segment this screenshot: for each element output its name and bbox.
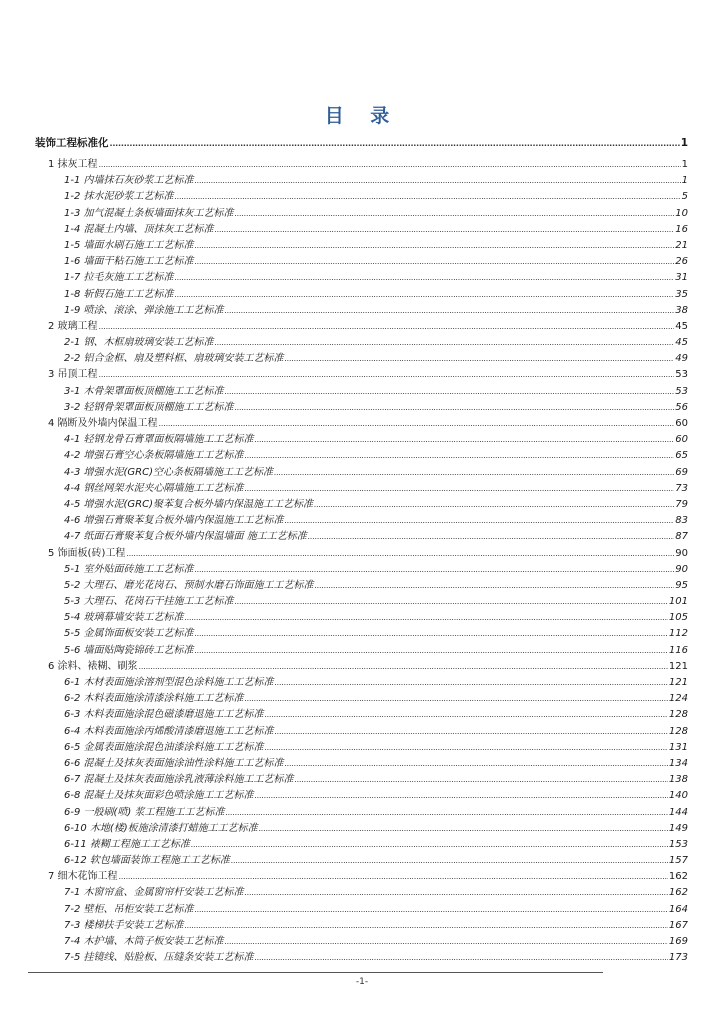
toc-section[interactable]: [0, 594, 724, 610]
toc-entry-page: 38: [675, 304, 688, 316]
toc-entry-page: 140: [668, 790, 688, 802]
toc-entry-page: 101: [668, 596, 688, 608]
toc-entry-title: 3-1 木骨架罩面板顶棚施工工艺标准: [64, 385, 224, 397]
dot-leader: [225, 303, 675, 319]
dot-leader: [231, 853, 668, 869]
toc-entry-title: 5 饰面板(砖)工程: [48, 547, 126, 559]
toc-entry-title: 1-9 喷涂、滚涂、弹涂施工工艺标准: [64, 304, 224, 316]
dot-leader: [99, 319, 675, 335]
toc-section[interactable]: [0, 400, 724, 416]
toc-entry-title: 1-3 加气混凝土条板墙面抹灰工艺标准: [64, 207, 234, 219]
page-number: -1-: [355, 977, 369, 987]
toc-section[interactable]: [0, 626, 724, 642]
toc-entry-title: 6 涂料、裱糊、刷浆: [48, 660, 138, 672]
toc-entry-page: 60: [675, 418, 688, 429]
toc-entry-title: 7-5 挂镜线、贴脸板、压缝条安装工艺标准: [64, 952, 254, 964]
dot-leader: [245, 691, 668, 707]
toc-section[interactable]: [0, 902, 724, 918]
toc-entry-title: 7 细木花饰工程: [48, 871, 118, 883]
toc-entry-page: 90: [675, 563, 688, 575]
toc-entry-page: 60: [675, 434, 688, 446]
dot-leader: [175, 189, 681, 205]
toc-entry-title: 4-1 轻钢龙骨石膏罩面板隔墙施工工艺标准: [64, 434, 254, 446]
toc-entry-page: 164: [668, 903, 688, 915]
toc-entry-title: 6-2 木料表面施涂清漆涂料施工工艺标准: [64, 693, 244, 705]
toc-section[interactable]: [0, 805, 724, 821]
toc-entry-page: 128: [668, 725, 688, 737]
dot-leader: [245, 885, 668, 901]
toc-section[interactable]: [0, 448, 724, 464]
toc-entry-title: 6-11 裱糊工程施工工艺标准: [64, 838, 190, 850]
toc-entry-page: 128: [668, 709, 688, 721]
toc-entry-page: 10: [675, 207, 688, 219]
toc-section[interactable]: [0, 513, 724, 529]
toc-section[interactable]: [0, 465, 724, 481]
toc-entry-title: 4 隔断及外墙内保温工程: [48, 418, 158, 429]
dot-leader: [195, 238, 675, 254]
toc-chapter[interactable]: [0, 319, 724, 335]
toc-chapter[interactable]: [0, 367, 724, 383]
toc-section[interactable]: [0, 918, 724, 934]
toc-chapter[interactable]: [0, 157, 724, 173]
toc-chapter[interactable]: [0, 546, 724, 562]
toc-section[interactable]: [0, 885, 724, 901]
toc-entry-page: 138: [668, 774, 688, 786]
toc-entry-page: 144: [668, 806, 688, 818]
dot-leader: [285, 351, 675, 367]
dot-leader: [195, 902, 668, 918]
dot-leader: [139, 659, 668, 675]
toc-section[interactable]: [0, 497, 724, 513]
dot-leader: [99, 157, 681, 173]
toc-entry-page: 1: [680, 137, 688, 149]
toc-entry-page: 35: [675, 288, 688, 300]
dot-leader: [195, 562, 675, 578]
toc-entry-title: 3 吊顶工程: [48, 369, 98, 381]
dot-leader: [191, 837, 668, 853]
toc-section[interactable]: [0, 287, 724, 303]
dot-leader: [285, 513, 675, 529]
toc-entry-page: 87: [675, 531, 688, 543]
dot-leader: [175, 287, 675, 303]
toc-entry-page: 31: [675, 272, 688, 284]
toc-entry-title: 6-6 混凝土及抹灰表面施涂油性涂料施工工艺标准: [64, 757, 284, 769]
toc-section[interactable]: [0, 643, 724, 659]
toc-section[interactable]: [0, 335, 724, 351]
table-of-contents: [0, 135, 724, 966]
dot-leader: [195, 254, 675, 270]
toc-section[interactable]: [0, 740, 724, 756]
toc-entry-title: 1-2 抹水泥砂浆工艺标准: [64, 191, 174, 203]
toc-section[interactable]: [0, 724, 724, 740]
toc-part[interactable]: [0, 135, 724, 157]
toc-entry-title: 6-9 一般刷(喷) 浆工程施工工艺标准: [64, 806, 225, 818]
toc-entry-page: 5: [681, 191, 688, 203]
toc-entry-page: 53: [675, 385, 688, 397]
toc-entry-page: 112: [668, 628, 688, 640]
toc-entry-title: 4-5 增强水泥(GRC)聚苯复合板外墙内保温施工工艺标准: [64, 498, 313, 510]
toc-section[interactable]: [0, 173, 724, 189]
toc-entry-page: 162: [668, 871, 688, 883]
dot-leader: [215, 335, 675, 351]
toc-entry-page: 79: [675, 498, 688, 510]
toc-entry-page: 16: [675, 223, 688, 235]
dot-leader: [315, 578, 675, 594]
dot-leader: [175, 270, 675, 286]
dot-leader: [226, 805, 668, 821]
dot-leader: [274, 465, 674, 481]
dot-leader: [265, 707, 668, 723]
toc-section[interactable]: [0, 432, 724, 448]
toc-section[interactable]: [0, 351, 724, 367]
toc-section[interactable]: [0, 675, 724, 691]
dot-leader: [195, 626, 668, 642]
dot-leader: [119, 869, 668, 885]
toc-entry-page: 124: [668, 693, 688, 705]
toc-entry-title: 2-2 铝合金框、扇及塑料框、扇玻璃安装工艺标准: [64, 353, 284, 365]
toc-section[interactable]: [0, 610, 724, 626]
toc-entry-page: 65: [675, 450, 688, 462]
toc-entry-title: 6-4 木料表面施涂丙烯酸清漆磨退施工工艺标准: [64, 725, 274, 737]
toc-section[interactable]: [0, 222, 724, 238]
toc-chapter[interactable]: [0, 869, 724, 885]
toc-entry-title: 5-2 大理石、磨光花岗石、预制水磨石饰面施工工艺标准: [64, 579, 314, 591]
toc-entry-page: 45: [675, 320, 688, 332]
toc-entry-title: 7-1 木窗帘盒、金属窗帘杆安装工艺标准: [64, 887, 244, 899]
toc-section[interactable]: [0, 562, 724, 578]
toc-section[interactable]: [0, 481, 724, 497]
toc-entry-page: 53: [675, 369, 688, 381]
dot-leader: [314, 497, 674, 513]
toc-section[interactable]: [0, 254, 724, 270]
toc-entry-title: 1-5 墙面水刷石施工工艺标准: [64, 239, 194, 251]
toc-entry-title: 3-2 轻钢骨架罩面板顶棚施工工艺标准: [64, 401, 234, 413]
toc-entry-title: 1-8 斩假石施工工艺标准: [64, 288, 174, 300]
dot-leader: [159, 416, 675, 432]
toc-entry-page: 1: [681, 159, 688, 170]
toc-entry-page: 45: [675, 337, 688, 349]
toc-entry-page: 134: [668, 757, 688, 769]
dot-leader: [225, 384, 675, 400]
toc-section[interactable]: [0, 206, 724, 222]
toc-entry-page: 73: [675, 482, 688, 494]
toc-section[interactable]: [0, 303, 724, 319]
dot-leader: [110, 135, 680, 152]
toc-entry-page: 121: [668, 677, 688, 688]
toc-entry-title: 1-1 内墙抹石灰砂浆工艺标准: [64, 175, 194, 187]
toc-entry-title: 4-7 纸面石膏聚苯复合板外墙内保温墙面 施工工艺标准: [64, 531, 307, 543]
toc-section[interactable]: [0, 934, 724, 950]
toc-section[interactable]: [0, 788, 724, 804]
dot-leader: [255, 432, 675, 448]
toc-entry-title: 4-3 增强水泥(GRC)空心条板隔墙施工工艺标准: [64, 466, 273, 478]
dot-leader: [99, 367, 675, 383]
dot-leader: [308, 529, 675, 545]
toc-section[interactable]: [0, 270, 724, 286]
toc-entry-page: 116: [668, 644, 688, 656]
toc-entry-title: 2 玻璃工程: [48, 320, 98, 332]
toc-section[interactable]: [0, 691, 724, 707]
toc-section[interactable]: [0, 189, 724, 205]
toc-entry-title: 1-6 墙面干粘石施工工艺标准: [64, 256, 194, 268]
toc-entry-title: 6-8 混凝土及抹灰面彩色喷涂施工工艺标准: [64, 790, 254, 802]
toc-entry-page: 26: [675, 256, 688, 268]
toc-entry-page: 153: [668, 838, 688, 850]
toc-entry-page: 90: [675, 547, 688, 559]
toc-section[interactable]: [0, 384, 724, 400]
toc-chapter[interactable]: [0, 416, 724, 432]
toc-entry-page: 21: [675, 239, 688, 251]
toc-entry-title: 6-10 木地(楼)板施涂清漆打蜡施工工艺标准: [64, 822, 258, 834]
footer-divider: [28, 972, 603, 973]
toc-section[interactable]: [0, 837, 724, 853]
toc-entry-title: 装饰工程标准化: [35, 137, 109, 149]
dot-leader: [185, 918, 668, 934]
toc-entry-page: 167: [668, 919, 688, 931]
dot-leader: [245, 448, 675, 464]
toc-entry-title: 6-5 金属表面施涂混色油漆涂料施工工艺标准: [64, 741, 264, 753]
toc-entry-page: 169: [668, 936, 688, 947]
toc-section[interactable]: [0, 578, 724, 594]
dot-leader: [126, 546, 674, 562]
toc-entry-title: 7-2 壁柜、吊柜安装工艺标准: [64, 903, 194, 915]
toc-chapter[interactable]: [0, 659, 724, 675]
toc-entry-title: 5-6 墙面贴陶瓷锦砖工艺标准: [64, 644, 194, 656]
toc-entry-page: 157: [668, 855, 688, 867]
toc-section[interactable]: [0, 529, 724, 545]
dot-leader: [185, 610, 668, 626]
toc-section[interactable]: [0, 853, 724, 869]
toc-entry-title: 2-1 钢、木框扇玻璃安装工艺标准: [64, 337, 214, 349]
toc-section[interactable]: [0, 238, 724, 254]
dot-leader: [215, 222, 675, 238]
dot-leader: [285, 756, 668, 772]
toc-entry-title: 7-3 楼梯扶手安装工艺标准: [64, 919, 184, 931]
page-title: 目 录: [324, 105, 400, 127]
toc-entry-title: 1-7 拉毛灰施工工艺标准: [64, 272, 174, 284]
toc-entry-title: 5-5 金属饰面板安装工艺标准: [64, 628, 194, 640]
dot-leader: [255, 950, 668, 966]
dot-leader: [235, 206, 675, 222]
toc-section[interactable]: [0, 821, 724, 837]
toc-section[interactable]: [0, 772, 724, 788]
toc-entry-title: 5-3 大理石、花岗石干挂施工工艺标准: [64, 596, 234, 608]
toc-entry-title: 6-12 软包墙面装饰工程施工工艺标准: [64, 855, 230, 867]
dot-leader: [225, 934, 668, 950]
toc-entry-page: 69: [675, 466, 688, 478]
toc-entry-title: 5-1 室外贴面砖施工工艺标准: [64, 563, 194, 575]
dot-leader: [295, 772, 668, 788]
dot-leader: [255, 788, 668, 804]
toc-entry-page: 56: [675, 401, 688, 413]
toc-entry-page: 162: [668, 887, 688, 899]
toc-entry-title: 7-4 木护墙、木筒子板安装工艺标准: [64, 936, 224, 947]
toc-entry-title: 6-3 木料表面施涂混色磁漆磨退施工工艺标准: [64, 709, 264, 721]
toc-entry-page: 173: [668, 952, 688, 964]
toc-entry-title: 4-4 钢丝网架水泥夹心隔墙施工工艺标准: [64, 482, 244, 494]
toc-entry-title: 1-4 混凝土内墙、顶抹灰工艺标准: [64, 223, 214, 235]
dot-leader: [235, 594, 668, 610]
toc-entry-page: 121: [668, 660, 688, 672]
dot-leader: [265, 740, 668, 756]
toc-entry-title: 6-1 木材表面施涂溶剂型混色涂料施工工艺标准: [64, 677, 274, 688]
toc-section[interactable]: [0, 756, 724, 772]
toc-entry-page: 131: [668, 741, 688, 753]
toc-entry-page: 1: [681, 175, 688, 187]
dot-leader: [259, 821, 668, 837]
toc-entry-page: 83: [675, 515, 688, 527]
toc-entry-title: 4-2 增强石膏空心条板隔墙施工工艺标准: [64, 450, 244, 462]
toc-entry-page: 95: [675, 579, 688, 591]
toc-entry-page: 49: [675, 353, 688, 365]
toc-entry-title: 1 抹灰工程: [48, 159, 98, 170]
toc-entry-title: 4-6 增强石膏聚苯复合板外墙内保温施工工艺标准: [64, 515, 284, 527]
dot-leader: [245, 481, 675, 497]
dot-leader: [195, 643, 668, 659]
dot-leader: [275, 675, 668, 691]
dot-leader: [195, 173, 681, 189]
dot-leader: [275, 724, 668, 740]
toc-entry-title: 5-4 玻璃幕墙安装工艺标准: [64, 612, 184, 624]
toc-section[interactable]: [0, 707, 724, 723]
toc-entry-page: 105: [668, 612, 688, 624]
dot-leader: [235, 400, 675, 416]
toc-entry-title: 6-7 混凝土及抹灰表面施涂乳液薄涂料施工工艺标准: [64, 774, 294, 786]
toc-entry-page: 149: [668, 822, 688, 834]
toc-section[interactable]: [0, 950, 724, 966]
